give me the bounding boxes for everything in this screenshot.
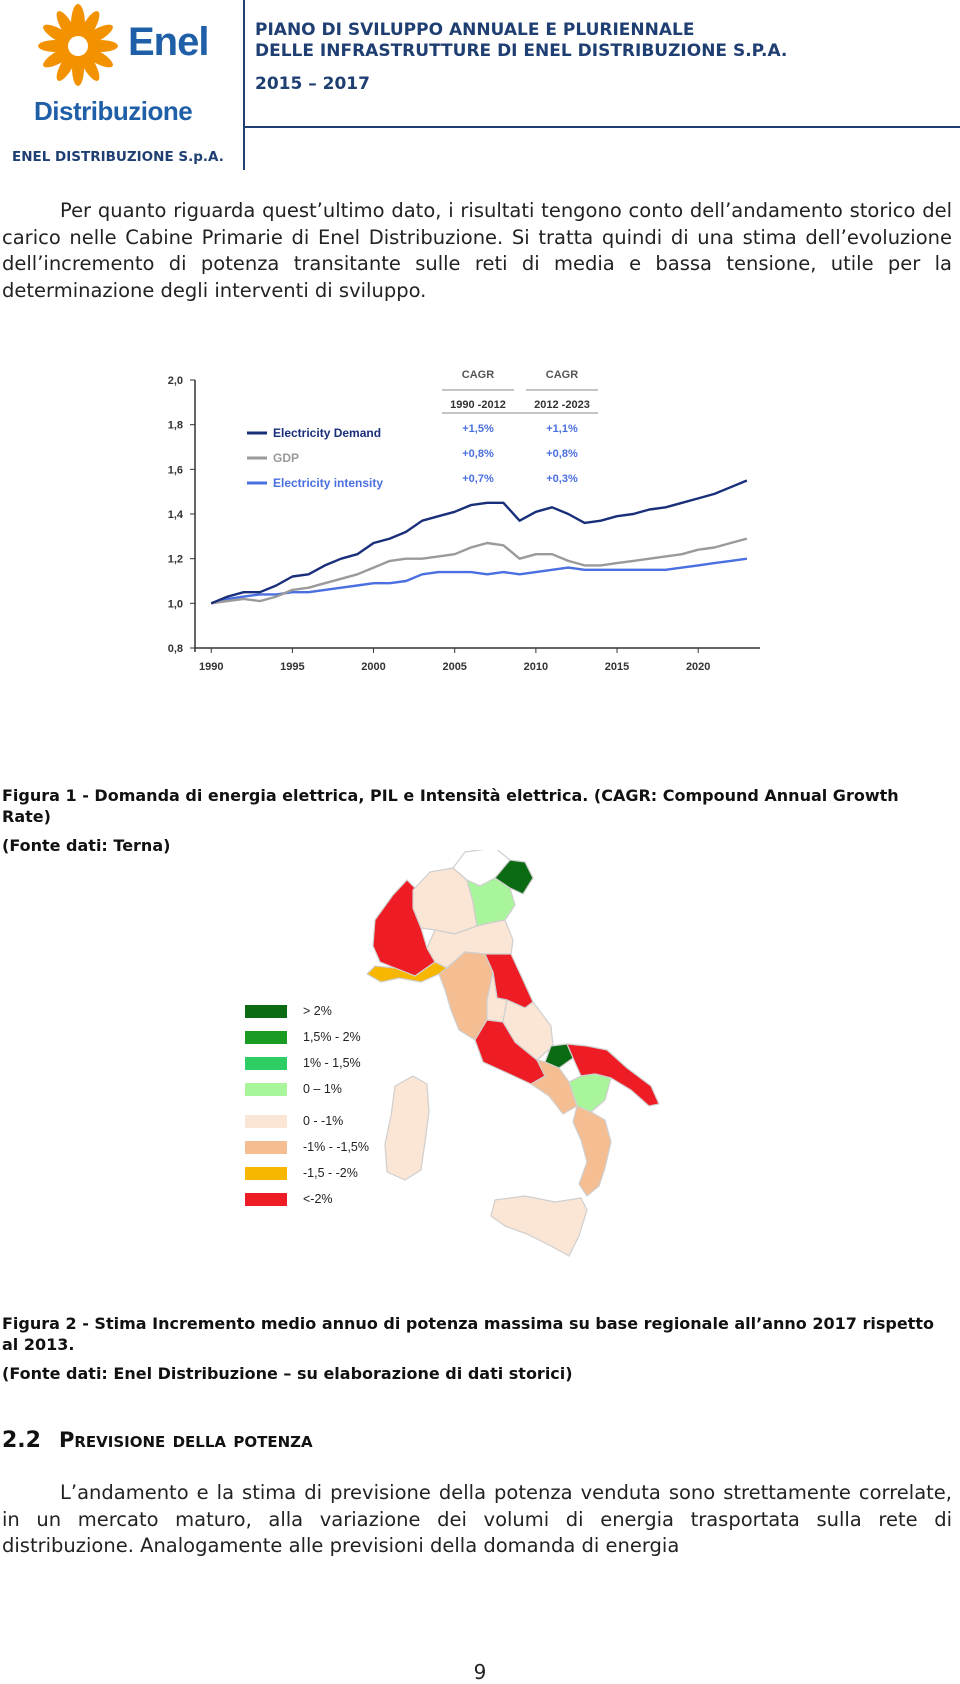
enel-sun-logo-icon xyxy=(30,2,126,92)
y-tick-label: 1,6 xyxy=(167,464,183,477)
cagr-value-1990-2012: +1,5% xyxy=(462,423,494,435)
cagr-header: CAGR xyxy=(461,369,495,381)
map-legend-label: 0 – 1% xyxy=(303,1082,342,1096)
series-line-gdp xyxy=(211,539,747,604)
x-tick-label: 2015 xyxy=(604,661,630,673)
map-legend-swatch xyxy=(245,1115,287,1128)
figure-1-caption: Figura 1 - Domanda di energia elettrica, PIL e Intensità elettrica. (CAGR: Compound Annual Growth Rate) xyxy=(2,786,899,826)
figure-2-source: (Fonte dati: Enel Distribuzione – su elaborazione di dati storici) xyxy=(2,1364,573,1383)
section-number: 2.2 xyxy=(2,1428,41,1453)
energy-demand-chart xyxy=(150,350,770,730)
y-tick-label: 0,8 xyxy=(167,643,183,655)
body-paragraph-1-text: Per quanto riguarda quest’ultimo dato, i risultati tengono conto dell’andamento storico del carico nelle Cabine Primarie di Enel Distribuzione. Si tratta quindi di una stima dell’evoluzione dell’incremento di potenza transitante sulle reti di media e bassa tensione, utile per la determinazione degli interventi di sviluppo. xyxy=(2,199,952,302)
figure-2-caption: Figura 2 - Stima Incremento medio annuo di potenza massima su base regionale all’anno 2017 rispetto al 2013. xyxy=(2,1314,934,1354)
x-tick-label: 2000 xyxy=(361,661,386,673)
map-legend-label: -1% - -1,5% xyxy=(303,1140,369,1154)
cagr-value-1990-2012: +0,7% xyxy=(462,473,494,485)
page-number: 9 xyxy=(473,1660,487,1684)
document-title-line2: DELLE INFRASTRUTTURE DI ENEL DISTRIBUZIONE S.P.A. xyxy=(255,41,788,61)
cagr-period: 1990 -2012 xyxy=(450,399,506,411)
map-region-sardegna xyxy=(385,1076,429,1180)
chart-lines xyxy=(211,481,747,604)
map-legend-label: 0 - -1% xyxy=(303,1114,344,1128)
map-legend-swatch xyxy=(245,1167,287,1180)
series-line-electricity-intensity xyxy=(211,559,747,604)
cagr-period: 2012 -2023 xyxy=(534,399,590,411)
document-title xyxy=(255,20,955,62)
map-legend-label: -1,5 - -2% xyxy=(303,1166,358,1180)
map-legend-label: 1,5% - 2% xyxy=(303,1030,361,1044)
map-legend-swatch xyxy=(245,1083,287,1096)
section-title: Previsione della potenza xyxy=(58,1428,313,1452)
cagr-value-2012-2023: +0,8% xyxy=(546,448,578,460)
body-paragraph-1 xyxy=(2,198,952,304)
x-tick-label: 1995 xyxy=(280,661,305,673)
y-tick-label: 2,0 xyxy=(167,375,183,387)
y-tick-label: 1,4 xyxy=(167,509,183,521)
brand-subtitle: Distribuzione xyxy=(34,96,193,126)
map-legend-swatch xyxy=(245,1141,287,1154)
y-tick-label: 1,2 xyxy=(167,553,183,566)
document-title-line1: PIANO DI SVILUPPO ANNUALE E PLURIENNALE xyxy=(255,20,695,40)
map-legend-label: 1% - 1,5% xyxy=(303,1056,361,1070)
company-label: ENEL DISTRIBUZIONE S.p.A. xyxy=(12,149,224,165)
map-legend-label: > 2% xyxy=(303,1004,332,1018)
legend-label: Electricity Demand xyxy=(273,426,382,440)
y-tick-label: 1,8 xyxy=(167,419,183,432)
cagr-value-1990-2012: +0,8% xyxy=(462,448,494,460)
legend-label: GDP xyxy=(273,451,300,465)
italy-regions-map xyxy=(355,850,720,1285)
header-divider xyxy=(245,126,960,128)
body-paragraph-2 xyxy=(2,1480,952,1560)
body-paragraph-2-text: L’andamento e la stima di previsione della potenza venduta sono strettamente correlate, in un mercato maturo, alla variazione dei volumi di energia trasportata sulla rete di distribuzione. Analogamente alle previsioni della domanda di energia xyxy=(2,1481,952,1557)
map-legend-swatch xyxy=(245,1005,287,1018)
brand-name: Enel xyxy=(128,20,209,64)
map-legend-swatch xyxy=(245,1031,287,1044)
cagr-header: CAGR xyxy=(545,369,579,381)
map-region-sicilia xyxy=(491,1196,587,1256)
figure-1-source: (Fonte dati: Terna) xyxy=(2,836,171,855)
cagr-value-2012-2023: +1,1% xyxy=(546,423,578,435)
section-heading xyxy=(2,1428,313,1453)
logo-area xyxy=(0,0,245,170)
chart-axes xyxy=(195,380,760,652)
cagr-table xyxy=(442,369,598,485)
y-tick-label: 1,0 xyxy=(167,598,183,611)
legend-label: Electricity intensity xyxy=(273,476,384,490)
x-tick-label: 2005 xyxy=(442,661,467,673)
cagr-value-2012-2023: +0,3% xyxy=(546,473,578,485)
map-legend-swatch xyxy=(245,1057,287,1070)
document-years: 2015 – 2017 xyxy=(255,74,370,94)
x-tick-label: 2020 xyxy=(685,661,711,673)
page-header xyxy=(0,0,960,170)
map-region-calabria xyxy=(573,1106,611,1196)
series-line-electricity-demand xyxy=(211,481,747,604)
chart-ticks xyxy=(168,375,711,673)
map-legend-swatch xyxy=(245,1193,287,1206)
map-legend-label: <-2% xyxy=(303,1192,333,1206)
x-tick-label: 1990 xyxy=(198,661,224,673)
chart-legend xyxy=(247,426,383,490)
x-tick-label: 2010 xyxy=(523,661,549,673)
